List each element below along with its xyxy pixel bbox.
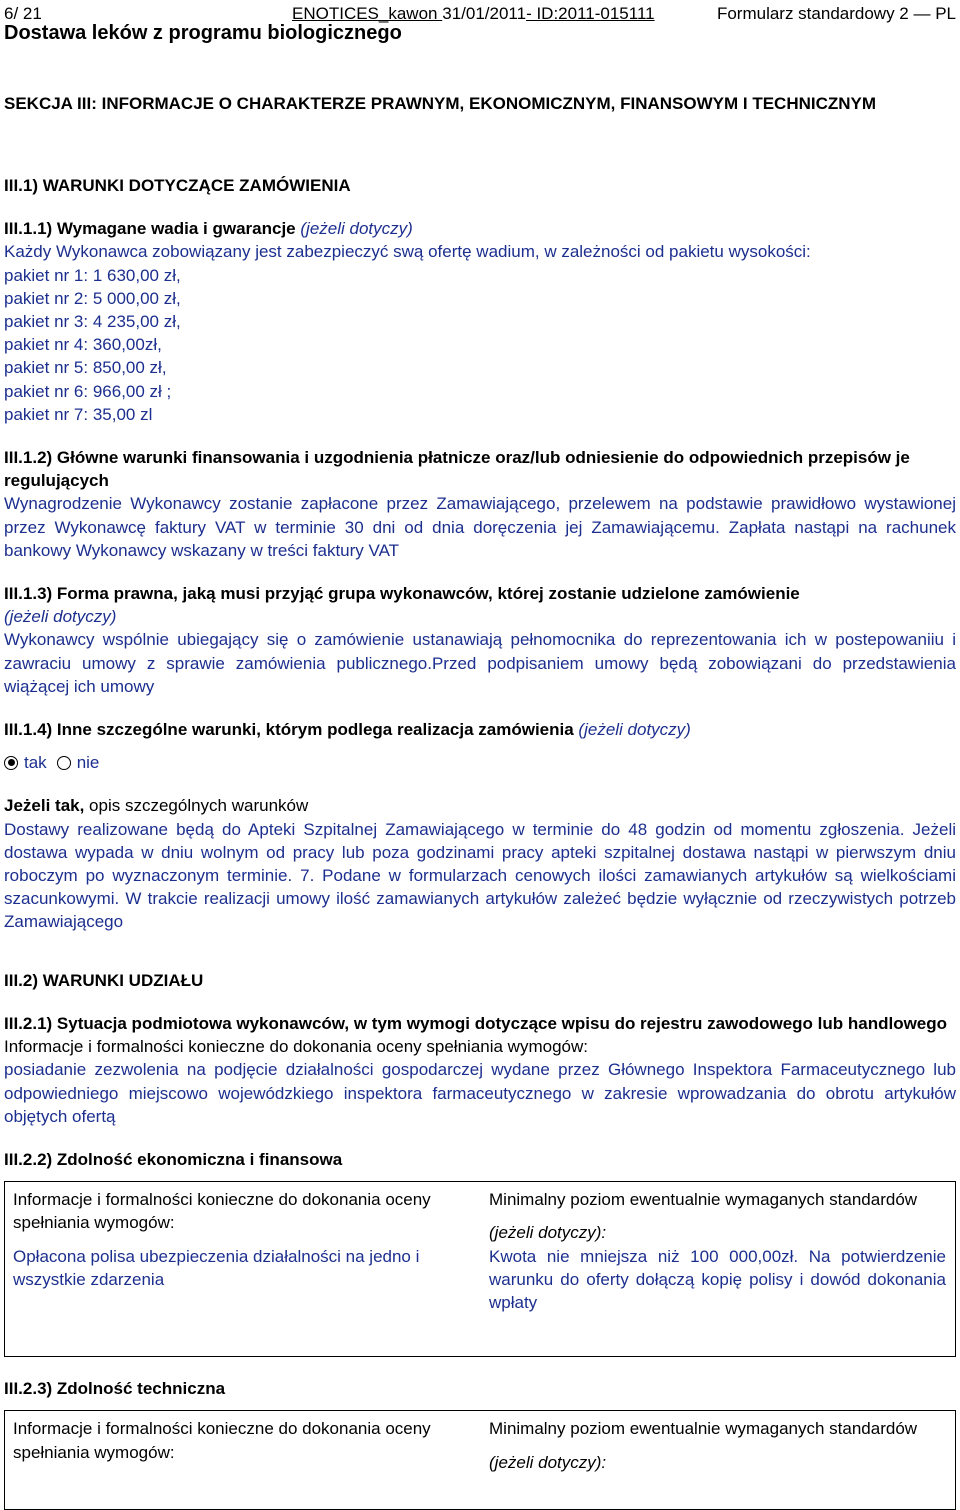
- heading-iii-1-1: III.1.1) Wymagane wadia i gwarancje (jeżeli dotyczy): [4, 219, 413, 239]
- guarantee-line: pakiet nr 7: 35,00 zl: [4, 404, 153, 424]
- if-yes-label: Jeżeli tak, opis szczególnych warunków: [4, 796, 309, 816]
- document-title: Dostawa leków z programu biologicznego: [4, 22, 402, 44]
- document-body: [4, 174, 956, 1510]
- guarantee-line: pakiet nr 5: 850,00 zł,: [4, 358, 167, 378]
- min-level-label: Minimalny poziom ewentualnie wymaganych standardów: [489, 1190, 918, 1210]
- qualifier-text: (jeżeli dotyczy):: [489, 1452, 607, 1472]
- notice-id: [292, 4, 717, 24]
- notice-date: 31/01/2011: [442, 4, 527, 23]
- guarantee-line: pakiet nr 3: 4 235,00 zł,: [4, 312, 181, 332]
- radio-no-label: nie: [76, 753, 100, 773]
- guarantee-list: [4, 240, 956, 426]
- radio-unchecked-icon: [57, 756, 71, 770]
- section-title: SEKCJA III: INFORMACJE O CHARAKTERZE PRAWNYM, EKONOMICZNYM, FINANSOWYM I TECHNICZNYM: [4, 94, 877, 113]
- page-header: [4, 0, 956, 24]
- radio-no[interactable]: [57, 751, 100, 774]
- heading-iii-2: III.2) WARUNKI UDZIAŁU: [4, 970, 204, 990]
- requirements-label: Informacje i formalności konieczne do dokonania oceny spełniania wymogów:: [4, 1037, 588, 1057]
- economic-requirement: Opłacona polisa ubezpieczenia działalności na jedno i wszystkie zdarzenia: [13, 1246, 420, 1289]
- info-label: Informacje i formalności konieczne do dokonania oceny spełniania wymogów:: [13, 1190, 431, 1233]
- form-type: Formularz standardowy 2 — PL: [716, 4, 956, 23]
- heading-iii-1: III.1) WARUNKI DOTYCZĄCE ZAMÓWIENIA: [4, 176, 351, 195]
- page-number: 6/ 21: [4, 4, 42, 23]
- guarantee-line: pakiet nr 1: 1 630,00 zł,: [4, 265, 181, 285]
- heading-iii-2-3: III.2.3) Zdolność techniczna: [4, 1379, 226, 1399]
- technical-capacity-left: [5, 1411, 481, 1509]
- qualifier-text: (jeżeli dotyczy): [300, 219, 413, 239]
- notice-prefix: ENOTICES_kawon: [292, 4, 443, 23]
- qualifier-text: (jeżeli dotyczy): [578, 720, 691, 740]
- economic-capacity-left: [5, 1182, 481, 1356]
- heading-iii-1-2: III.1.2) Główne warunki finansowania i uzgodnienia płatnicze oraz/lub odniesienie do odpowiednich przepisów je regulujących: [4, 448, 910, 491]
- radio-checked-icon: [4, 756, 18, 770]
- min-level-label: Minimalny poziom ewentualnie wymaganych standardów: [489, 1419, 918, 1439]
- guarantee-line: pakiet nr 4: 360,00zł,: [4, 335, 162, 355]
- requirements-text: posiadanie zezwolenia na podjęcie działalności gospodarczej wydane przez Głównego Inspektora Farmaceutycznego lub odpowiedniego miejscowo wojewódzkiego inspektora farmaceutycznego w zakresie wprowadzania do obrotu artykułów objętych ofertą: [4, 1060, 956, 1126]
- legal-form-text: Wykonawcy wspólnie ubiegający się o zamówienie ustanawiają pełnomocnika do reprezentowania ich w postepowaniiu i zawraciu umowy z sprawie zamówienia publicznego.Przed podpisaniem umowy będą zobowiązani do przedstawienia wiążącej ich umowy: [4, 630, 956, 696]
- heading-iii-1-4: III.1.4) Inne szczególne warunki, którym podlega realizacja zamówienia (jeżeli dotyczy): [4, 720, 691, 740]
- payment-terms-text: Wynagrodzenie Wykonawcy zostanie zapłacone przez Zamawiającego, przelewem na podstawie prawidłowo wystawionej przez Wykonawcę faktury VAT w terminie 30 dni od dnia doręczenia jej Zamawiającemu. Zapłata nastąpi na rachunek bankowy Wykonawcy wskazany w treści faktury VAT: [4, 494, 956, 560]
- notice-number: - ID:2011-015111: [526, 4, 655, 23]
- heading-iii-2-1: III.2.1) Sytuacja podmiotowa wykonawców, w tym wymogi dotyczące wpisu do rejestru zawodowego lub handlowego: [4, 1013, 948, 1033]
- guarantee-line: pakiet nr 2: 5 000,00 zł,: [4, 288, 181, 308]
- qualifier-text: (jeżeli dotyczy):: [489, 1223, 607, 1243]
- radio-yes-label: tak: [24, 753, 47, 773]
- guarantee-line: Każdy Wykonawca zobowiązany jest zabezpieczyć swą ofertę wadium, w zależności od pakietu wysokości:: [4, 242, 811, 262]
- qualifier-text: (jeżeli dotyczy): [4, 607, 117, 627]
- technical-capacity-right: [481, 1411, 954, 1509]
- guarantee-line: pakiet nr 6: 966,00 zł ;: [4, 381, 172, 401]
- economic-min-level: Kwota nie mniejsza niż 100 000,00zł. Na potwierdzenie warunku do oferty dołączą kopię polisy i dowód dokonania wpłaty: [489, 1246, 946, 1312]
- technical-capacity-box: [4, 1410, 956, 1510]
- radio-yes[interactable]: [4, 751, 47, 774]
- info-label: Informacje i formalności konieczne do dokonania oceny spełniania wymogów:: [13, 1419, 431, 1462]
- special-conditions-text: Dostawy realizowane będą do Apteki Szpitalnej Zamawiającego w terminie do 48 godzin od momentu zgłoszenia. Jeżeli dostawa wypada w dniu wolnym od pracy lub poza godzinami pracy apteki szpitalnej dostawa nastąpi w pierwszym dniu roboczym po wyznaczonym terminie. 7. Podane w formularzach cenowych ilości zamawianych artykułów są wielkościami szacunkowymi. W trakcie realizacji umowy ilość zamawianych artykułów zależeć będzie wyłącznie od rzeczywistych potrzeb Zamawiającego: [4, 819, 956, 932]
- heading-iii-1-3: III.1.3) Forma prawna, jaką musi przyjąć grupa wykonawców, której zostanie udzielone zamówienie: [4, 584, 800, 604]
- economic-capacity-right: [481, 1182, 954, 1356]
- heading-iii-2-2: III.2.2) Zdolność ekonomiczna i finansowa: [4, 1149, 343, 1169]
- economic-capacity-box: [4, 1181, 956, 1357]
- conditions-radio-group: [4, 751, 956, 774]
